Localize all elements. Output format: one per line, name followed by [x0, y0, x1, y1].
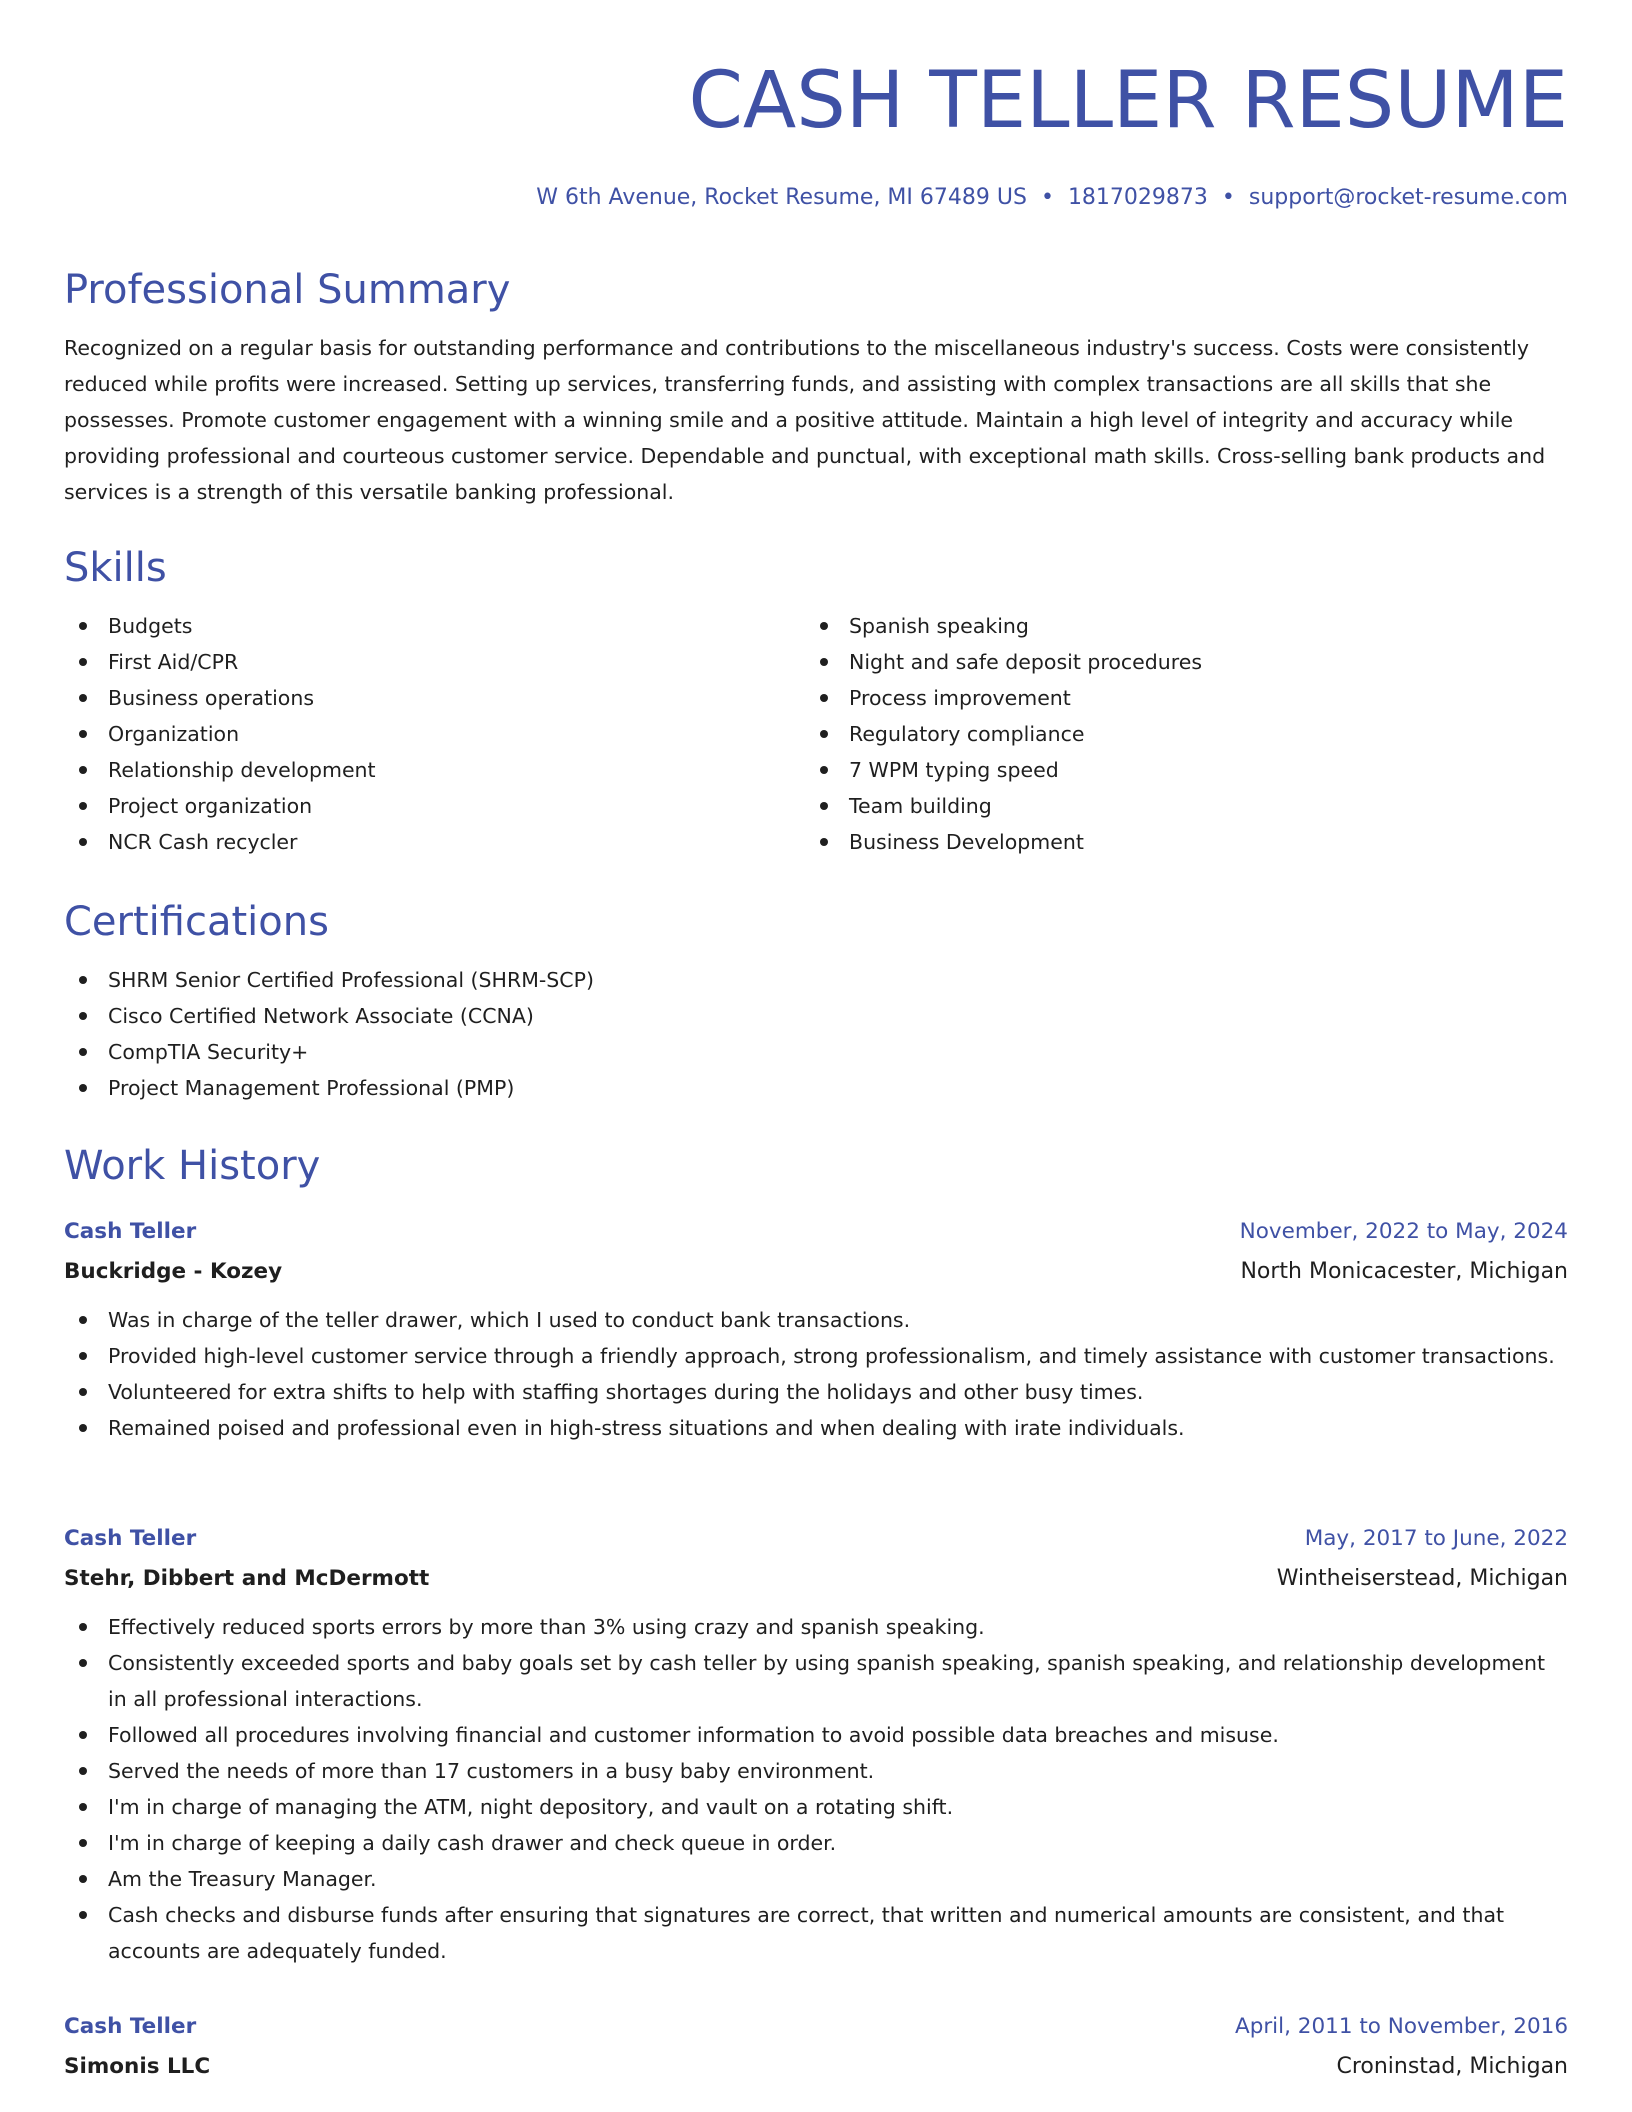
skill-item: Relationship development [64, 752, 805, 788]
skills-list-left [64, 608, 805, 860]
skill-item: Spanish speaking [805, 608, 1546, 644]
job-company: Stehr, Dibbert and McDermott [64, 1566, 430, 1591]
skill-item: First Aid/CPR [64, 644, 805, 680]
job-bullet: Effectively reduced sports errors by more than 3% using crazy and spanish speaking. [64, 1609, 1568, 1645]
job-header [64, 1519, 1568, 1559]
certifications-list [64, 962, 1568, 1106]
skill-item: Night and safe deposit procedures [805, 644, 1546, 680]
job-bullet: I'm in charge of keeping a daily cash drawer and check queue in order. [64, 1825, 1568, 1861]
job-bullet: Am the Treasury Manager. [64, 1861, 1568, 1897]
job-bullet: Provided high-level customer service through a friendly approach, strong professionalism, and timely assistance with customer transactions. [64, 1338, 1568, 1374]
certification-item: SHRM Senior Certified Professional (SHRM-SCP) [64, 962, 1568, 998]
job-header [64, 1212, 1568, 1252]
contact-email: support@rocket-resume.com [1248, 185, 1568, 210]
job-bullet: Followed all procedures involving financial and customer information to avoid possible data breaches and misuse. [64, 1717, 1568, 1753]
summary-section [64, 262, 1568, 510]
skill-item: 7 WPM typing speed [805, 752, 1546, 788]
job-dates: November, 2022 to May, 2024 [1239, 1219, 1568, 1244]
job-subheader [64, 2047, 1568, 2087]
contact-separator: • [1040, 185, 1054, 210]
job-title: Cash Teller [64, 1526, 197, 1551]
job-bullets [64, 1609, 1568, 1969]
certification-item: Project Management Professional (PMP) [64, 1070, 1568, 1106]
job-title: Cash Teller [64, 1219, 197, 1244]
contact-separator: • [1221, 185, 1235, 210]
job-bullet: Served the needs of more than 17 customers in a busy baby environment. [64, 1753, 1568, 1789]
job-bullet: Consistently exceeded sports and baby goals set by cash teller by using spanish speaking, spanish speaking, and relationship development in all professional interactions. [64, 1645, 1568, 1717]
skills-heading: Skills [64, 545, 167, 591]
skill-item: Project organization [64, 788, 805, 824]
skill-item: Budgets [64, 608, 805, 644]
job-location: Croninstad, Michigan [1336, 2054, 1568, 2079]
job-bullet: Cash checks and disburse funds after ensuring that signatures are correct, that written and numerical amounts are consistent, and that accounts are adequately funded. [64, 1897, 1568, 1969]
certifications-heading: Certifications [64, 899, 329, 945]
job-location: North Monicacester, Michigan [1240, 1259, 1568, 1284]
certifications-section [64, 894, 1568, 1106]
job-entry [64, 2007, 1568, 2087]
job-bullets [64, 1302, 1568, 1446]
work-history-section [64, 1138, 1568, 1194]
skill-item: Organization [64, 716, 805, 752]
job-bullet: Volunteered for extra shifts to help with staffing shortages during the holidays and other busy times. [64, 1374, 1568, 1410]
job-header [64, 2007, 1568, 2047]
job-title: Cash Teller [64, 2014, 197, 2039]
job-location: Wintheiserstead, Michigan [1276, 1566, 1568, 1591]
skill-item: Business Development [805, 824, 1546, 860]
job-entry [64, 1212, 1568, 1446]
skill-item: Business operations [64, 680, 805, 716]
job-entry [64, 1519, 1568, 1969]
skill-item: Process improvement [805, 680, 1546, 716]
summary-text: Recognized on a regular basis for outstanding performance and contributions to the miscellaneous industry's success. Costs were consistently reduced while profits were increased. Setting up services, transferring funds, and assisting with complex transactions are all skills that she possesses. Promote customer engagement with a winning smile and a positive attitude. Maintain a high level of integrity and accuracy while providing professional and courteous customer service. Dependable and punctual, with exceptional math skills. Cross-selling bank products and services is a strength of this versatile banking professional. [64, 336, 1546, 504]
job-bullet: Was in charge of the teller drawer, which I used to conduct bank transactions. [64, 1302, 1568, 1338]
skills-list-right [805, 608, 1546, 860]
skills-section [64, 540, 1568, 860]
summary-heading: Professional Summary [64, 267, 511, 313]
contact-phone: 1817029873 [1067, 185, 1208, 210]
contact-address: W 6th Avenue, Rocket Resume, MI 67489 US [536, 185, 1027, 210]
skill-item: NCR Cash recycler [64, 824, 805, 860]
resume-title: CASH TELLER RESUME [688, 56, 1568, 146]
job-company: Simonis LLC [64, 2054, 211, 2079]
job-subheader [64, 1252, 1568, 1292]
skills-columns [64, 608, 1568, 860]
job-bullet: Remained poised and professional even in high-stress situations and when dealing with irate individuals. [64, 1410, 1568, 1446]
job-bullet: I'm in charge of managing the ATM, night depository, and vault on a rotating shift. [64, 1789, 1568, 1825]
contact-line [536, 182, 1568, 214]
job-dates: April, 2011 to November, 2016 [1234, 2014, 1568, 2039]
certification-item: Cisco Certified Network Associate (CCNA) [64, 998, 1568, 1034]
job-subheader [64, 1559, 1568, 1599]
certification-item: CompTIA Security+ [64, 1034, 1568, 1070]
job-dates: May, 2017 to June, 2022 [1304, 1526, 1568, 1551]
skill-item: Team building [805, 788, 1546, 824]
work-history-heading: Work History [64, 1143, 321, 1189]
skill-item: Regulatory compliance [805, 716, 1546, 752]
job-company: Buckridge - Kozey [64, 1259, 283, 1284]
